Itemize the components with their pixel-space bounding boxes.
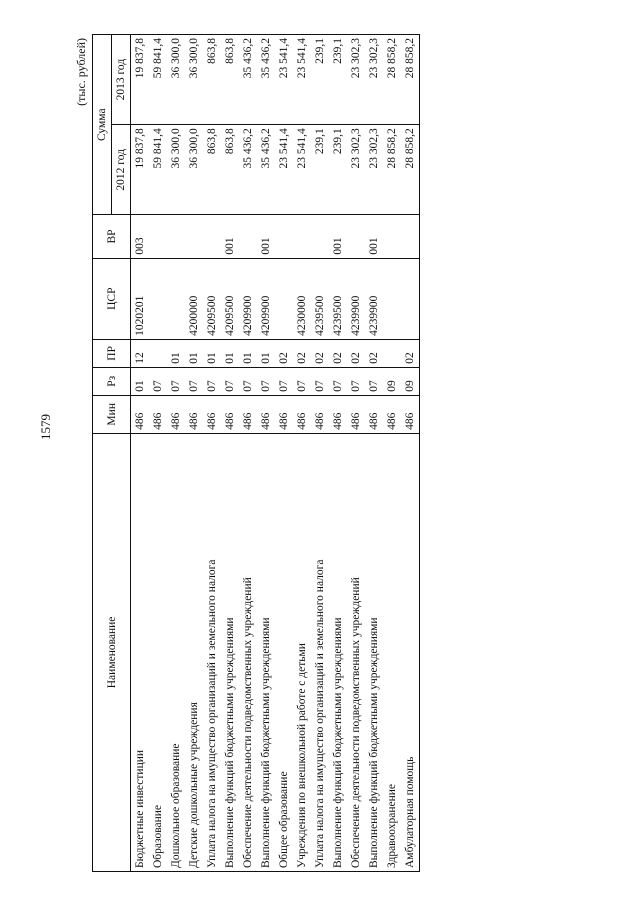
table-row (149, 35, 167, 872)
cell-y2013: 28 858,2 (383, 35, 401, 125)
cell-rz: 07 (167, 367, 185, 395)
cell-min: 486 (383, 395, 401, 433)
cell-vr: 001 (329, 215, 347, 258)
table-row (293, 35, 311, 872)
cell-y2013: 35 436,2 (257, 35, 275, 125)
cell-name: Здравоохранение (383, 433, 401, 871)
cell-y2012: 59 841,4 (149, 125, 167, 215)
table-row (365, 35, 383, 872)
cell-rz: 07 (347, 367, 365, 395)
cell-vr (149, 215, 167, 258)
cell-csr: 4209900 (257, 258, 275, 339)
cell-pr: 12 (131, 339, 150, 367)
cell-name: Учреждения по внешкольной работе с детьми (293, 433, 311, 871)
cell-rz: 07 (311, 367, 329, 395)
cell-name: Детские дошкольные учреждения (185, 433, 203, 871)
cell-csr: 4239500 (311, 258, 329, 339)
cell-y2012: 239,1 (329, 125, 347, 215)
cell-y2012: 863,8 (221, 125, 239, 215)
cell-y2013: 35 436,2 (239, 35, 257, 125)
cell-pr: 01 (221, 339, 239, 367)
cell-csr (383, 258, 401, 339)
cell-csr: 1020201 (131, 258, 150, 339)
cell-min: 486 (275, 395, 293, 433)
cell-min: 486 (203, 395, 221, 433)
cell-rz: 07 (329, 367, 347, 395)
cell-pr: 02 (275, 339, 293, 367)
cell-y2013: 23 302,3 (347, 35, 365, 125)
cell-name: Выполнение функций бюджетными учреждениями (221, 433, 239, 871)
cell-rz: 07 (221, 367, 239, 395)
cell-name: Бюджетные инвестиции (131, 433, 150, 871)
cell-rz: 07 (185, 367, 203, 395)
cell-y2013: 239,1 (311, 35, 329, 125)
cell-pr: 01 (257, 339, 275, 367)
table-row (383, 35, 401, 872)
cell-rz: 07 (275, 367, 293, 395)
cell-csr (149, 258, 167, 339)
cell-vr (311, 215, 329, 258)
cell-rz: 07 (293, 367, 311, 395)
cell-min: 486 (149, 395, 167, 433)
cell-y2012: 863,8 (203, 125, 221, 215)
cell-csr: 4209500 (221, 258, 239, 339)
header-csr: ЦСР (93, 258, 131, 339)
cell-y2013: 863,8 (221, 35, 239, 125)
header-sum: Сумма (93, 35, 112, 215)
cell-min: 486 (293, 395, 311, 433)
table-row (167, 35, 185, 872)
cell-pr (383, 339, 401, 367)
table-row (401, 35, 420, 872)
cell-csr (401, 258, 420, 339)
cell-csr: 4239500 (329, 258, 347, 339)
cell-vr: 001 (365, 215, 383, 258)
cell-name: Образование (149, 433, 167, 871)
cell-y2012: 28 858,2 (383, 125, 401, 215)
cell-y2013: 36 300,0 (185, 35, 203, 125)
cell-pr: 02 (347, 339, 365, 367)
cell-y2013: 59 841,4 (149, 35, 167, 125)
cell-pr (149, 339, 167, 367)
cell-csr: 4239900 (365, 258, 383, 339)
cell-vr (185, 215, 203, 258)
cell-vr (239, 215, 257, 258)
cell-y2012: 23 541,4 (293, 125, 311, 215)
cell-name: Амбулаторная помощь (401, 433, 420, 871)
cell-csr: 4209900 (239, 258, 257, 339)
header-pr: ПР (93, 339, 131, 367)
cell-name: Выполнение функций бюджетными учреждениями (329, 433, 347, 871)
budget-table (92, 34, 420, 872)
cell-name: Дошкольное образование (167, 433, 185, 871)
cell-pr: 01 (167, 339, 185, 367)
table-body (131, 35, 420, 872)
cell-csr: 4209500 (203, 258, 221, 339)
cell-rz: 07 (203, 367, 221, 395)
cell-pr: 02 (401, 339, 420, 367)
cell-rz: 07 (365, 367, 383, 395)
cell-rz: 07 (257, 367, 275, 395)
cell-pr: 01 (185, 339, 203, 367)
header-min: Мин (93, 395, 131, 433)
cell-vr (167, 215, 185, 258)
cell-name: Выполнение функций бюджетными учреждениями (257, 433, 275, 871)
cell-csr: 4200000 (185, 258, 203, 339)
cell-min: 486 (257, 395, 275, 433)
header-name: Наименование (93, 433, 131, 871)
table-row (203, 35, 221, 872)
cell-csr: 4230000 (293, 258, 311, 339)
cell-rz: 07 (149, 367, 167, 395)
units-note: (тыс. рублей) (74, 38, 88, 106)
cell-rz: 09 (383, 367, 401, 395)
cell-min: 486 (401, 395, 420, 433)
rotated-page (74, 32, 609, 872)
cell-min: 486 (185, 395, 203, 433)
cell-y2012: 19 837,8 (131, 125, 150, 215)
table-row (131, 35, 150, 872)
cell-min: 486 (167, 395, 185, 433)
cell-y2012: 35 436,2 (239, 125, 257, 215)
cell-vr (293, 215, 311, 258)
cell-vr (203, 215, 221, 258)
cell-vr: 001 (221, 215, 239, 258)
cell-pr: 01 (239, 339, 257, 367)
cell-rz: 07 (239, 367, 257, 395)
header-rz: Рз (93, 367, 131, 395)
cell-y2012: 23 302,3 (365, 125, 383, 215)
cell-y2013: 36 300,0 (167, 35, 185, 125)
page-number: 1579 (38, 414, 53, 440)
cell-y2013: 239,1 (329, 35, 347, 125)
cell-name: Уплата налога на имущество организаций и земельного налога (203, 433, 221, 871)
table-row (239, 35, 257, 872)
cell-pr: 01 (203, 339, 221, 367)
table-row (329, 35, 347, 872)
cell-min: 486 (131, 395, 150, 433)
cell-y2012: 239,1 (311, 125, 329, 215)
cell-vr (401, 215, 420, 258)
cell-rz: 09 (401, 367, 420, 395)
cell-name: Общее образование (275, 433, 293, 871)
cell-name: Обеспечение деятельности подведомственных учреждений (239, 433, 257, 871)
cell-min: 486 (347, 395, 365, 433)
cell-pr: 02 (293, 339, 311, 367)
cell-name: Выполнение функций бюджетными учреждениями (365, 433, 383, 871)
cell-vr: 003 (131, 215, 150, 258)
cell-rz: 01 (131, 367, 150, 395)
cell-y2013: 19 837,8 (131, 35, 150, 125)
table-row (275, 35, 293, 872)
table-row (311, 35, 329, 872)
cell-min: 486 (239, 395, 257, 433)
cell-pr: 02 (365, 339, 383, 367)
cell-y2012: 36 300,0 (185, 125, 203, 215)
cell-min: 486 (329, 395, 347, 433)
cell-min: 486 (221, 395, 239, 433)
cell-y2012: 36 300,0 (167, 125, 185, 215)
cell-vr (275, 215, 293, 258)
cell-y2012: 28 858,2 (401, 125, 420, 215)
cell-name: Обеспечение деятельности подведомственных учреждений (347, 433, 365, 871)
header-vr: ВР (93, 215, 131, 258)
cell-y2013: 28 858,2 (401, 35, 420, 125)
cell-vr (347, 215, 365, 258)
cell-y2013: 863,8 (203, 35, 221, 125)
cell-pr: 02 (329, 339, 347, 367)
cell-y2013: 23 541,4 (275, 35, 293, 125)
cell-vr: 001 (257, 215, 275, 258)
cell-y2012: 35 436,2 (257, 125, 275, 215)
table-row (257, 35, 275, 872)
cell-vr (383, 215, 401, 258)
cell-csr (275, 258, 293, 339)
cell-y2013: 23 541,4 (293, 35, 311, 125)
header-2013: 2013 год (112, 35, 131, 125)
table-row (347, 35, 365, 872)
cell-y2012: 23 302,3 (347, 125, 365, 215)
table-row (185, 35, 203, 872)
cell-csr: 4239900 (347, 258, 365, 339)
cell-min: 486 (365, 395, 383, 433)
header-2012: 2012 год (112, 125, 131, 215)
table-row (221, 35, 239, 872)
cell-min: 486 (311, 395, 329, 433)
cell-y2013: 23 302,3 (365, 35, 383, 125)
cell-name: Уплата налога на имущество организаций и земельного налога (311, 433, 329, 871)
cell-pr: 02 (311, 339, 329, 367)
cell-csr (167, 258, 185, 339)
cell-y2012: 23 541,4 (275, 125, 293, 215)
